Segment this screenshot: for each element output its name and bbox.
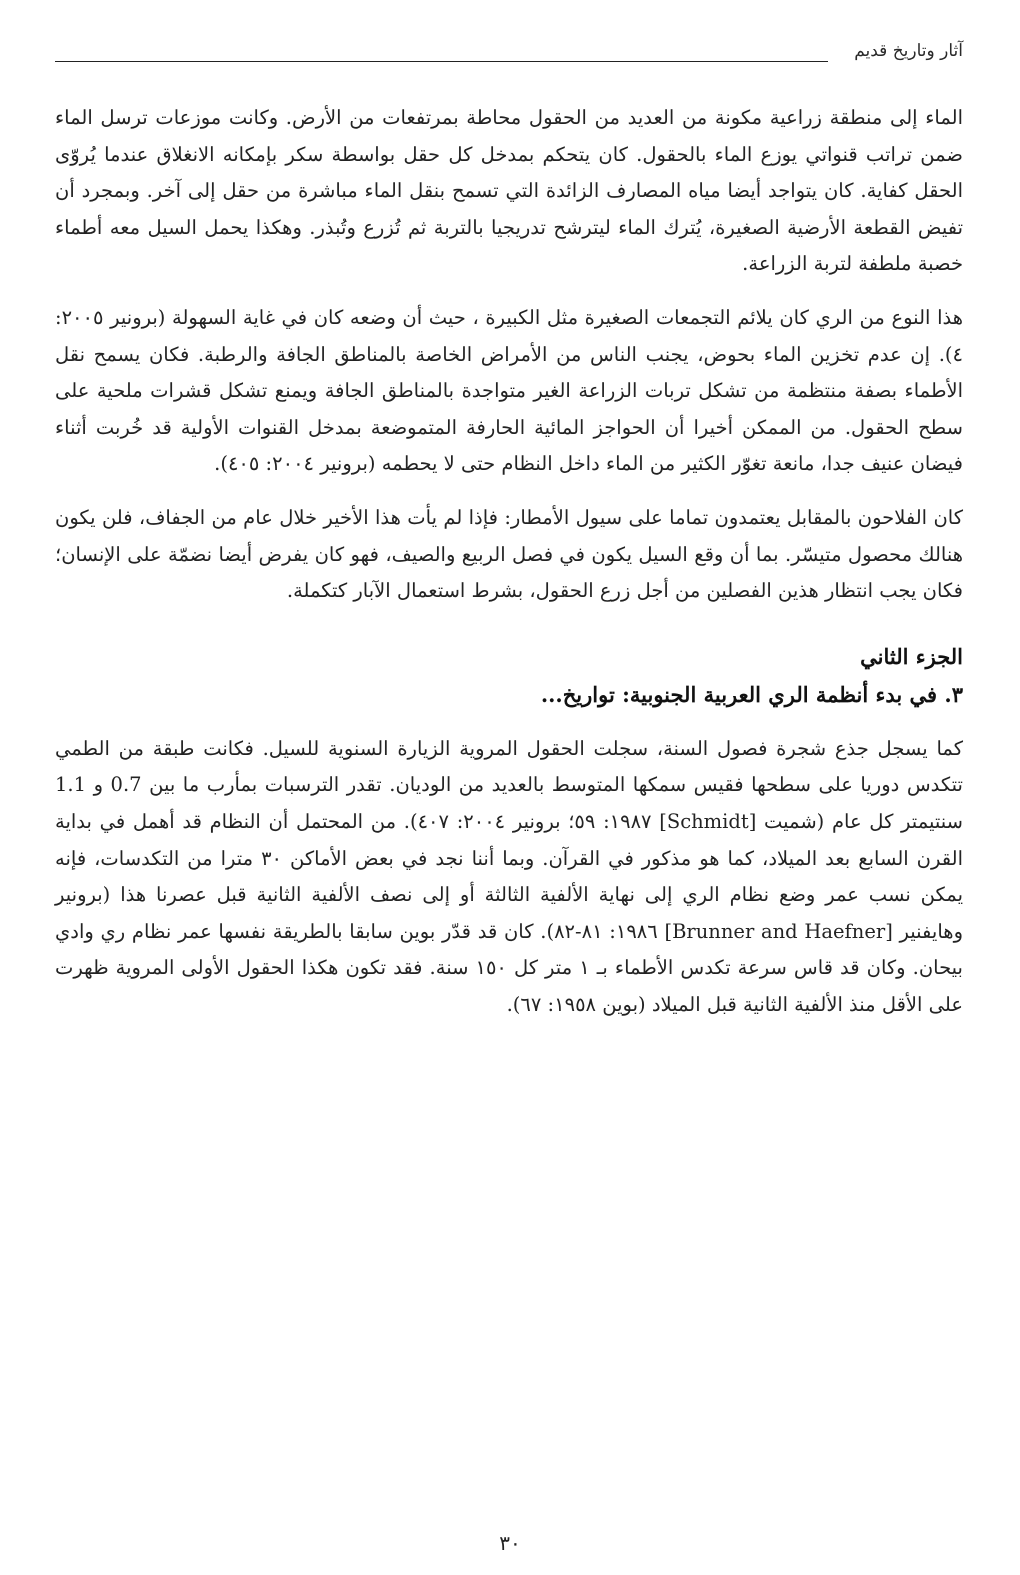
page-number: ٣٠ xyxy=(499,1531,521,1555)
running-title: آثار وتاريخ قديم xyxy=(854,41,963,61)
part-label: الجزء الثاني xyxy=(860,643,963,669)
running-header xyxy=(55,40,963,70)
paragraph: هذا النوع من الري كان يلائم التجمعات الصغيرة مثل الكبيرة ، حيث أن وضعه كان في غاية السهولة (برونير ٢٠٠٥: ٤). إن عدم تخزين الماء بحوض، يجنب الناس من الأمراض الخاصة بالمناطق الجافة والرطبة. فكان يسمح نقل الأطماء بصفة منتظمة من تشكل تربات الزراعة الغير متواجدة بالمناطق الجافة ويمنع تشكل قشرات ملحية على سطح الحقول. من الممكن أخيرا أن الحواجز المائية الحارفة المتموضعة بمدخل القنوات الأولية قد خُربت أثناء فيضان عنيف جدا، مانعة تغوّر الكثير من الماء داخل النظام حتى لا يحطمه (برونير ٢٠٠٤: ٤٠٥). xyxy=(55,305,963,476)
paragraph: كان الفلاحون بالمقابل يعتمدون تماما على سيول الأمطار: فإذا لم يأت هذا الأخير خلال عام من الجفاف، فلن يكون هنالك محصول متيسّر. بما أن وقع السيل يكون في فصل الربيع والصيف، فهو كان يفرض أيضا نضمّة على الإنسان؛ فكان يجب انتظار هذين الفصلين من أجل زرع الحقول، بشرط استعمال الآبار كتكملة. xyxy=(55,505,963,603)
header-rule xyxy=(55,61,828,62)
body-text xyxy=(55,100,963,1023)
paragraph: الماء إلى منطقة زراعية مكونة من العديد من الحقول محاطة بمرتفعات من الأرض. وكانت موزعات ترسل الماء ضمن تراتب قنواتي يوزع الماء بالحقول. كان يتحكم بمدخل كل حقل بواسطة سكر بإمكانه الانغلاق عندما يُروّى الحقل كفاية. كان يتواجد أيضا مياه المصارف الزائدة التي تسمح بنقل الماء مباشرة من حقل إلى آخر. وبمجرد أن تفيض القطعة الأرضية الصغيرة، يُترك الماء ليترشح تدريجيا بالتربة ثم تُزرع وتُبذر. وهكذا يحمل السيل معه أطماء خصبة ملطفة لتربة الزراعة. xyxy=(55,106,963,276)
paragraph: كما يسجل جذع شجرة فصول السنة، سجلت الحقول المروية الزيارة السنوية للسيل. فكانت طبقة من الطمي تتكدس دوريا على سطحها فقيس سمكها المتوسط بالعديد من الوديان. تقدر الترسبات بمأرب ما بين 0.7 و 1.1 سنتيمتر كل عام (شميت [Schmidt] ١٩٨٧: ٥٩؛ برونير ٢٠٠٤: ٤٠٧). من المحتمل أن النظام قد أهمل في بداية القرن السابع بعد الميلاد، كما هو مذكور في القرآن. وبما أننا نجد في بعض الأماكن ٣٠ مترا من التكدسات، فإنه يمكن نسب عمر وضع نظام الري إلى نهاية الألفية الثالثة أو إلى نصف الألفية الثانية قبل عصرنا هذا (برونير وهايفنير [Brunner and Haefner] ١٩٨٦: ٨١-٨٢). كان قد قدّر بوين سابقا بالطريقة نفسها عمر نظام ري وادي بيحان. وكان قد قاس سرعة تكدس الأطماء بـ ١ متر كل ١٥٠ سنة. فقد تكون هكذا الحقول الأولى المروية ظهرت على الأقل منذ الألفية الثانية قبل الميلاد (بوين ١٩٥٨: ٦٧). xyxy=(55,736,963,1016)
section-heading: ٣. في بدء أنظمة الري العربية الجنوبية: تواريخ... xyxy=(540,681,963,707)
